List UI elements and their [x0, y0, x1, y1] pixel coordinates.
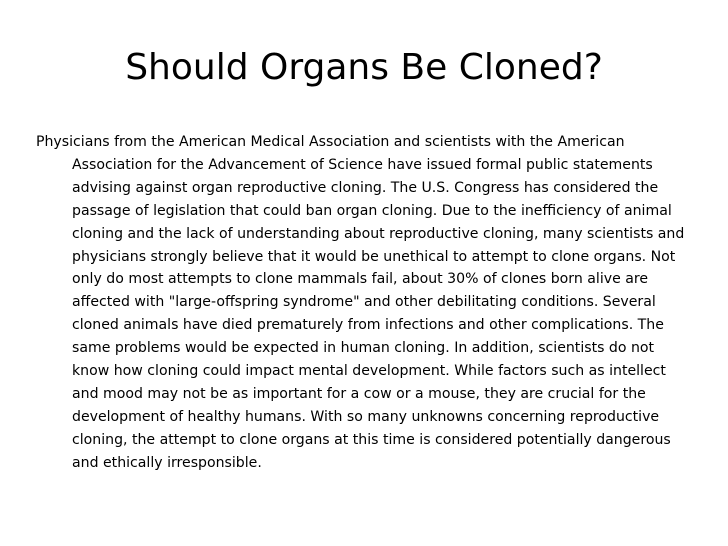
slide-body-text: Physicians from the American Medical Association and scientists with the American Association for the Advancement of Science have issued formal public statements advising against organ reproductive cloning. The U.S. Congress has considered the passage of legislation that could ban organ cloning. Due to the inefficiency of animal cloning and the lack of understanding about reproductive cloning, many scientists and physicians strongly believe that it would be unethical to attempt to clone organs. Not only do most attempts to clone mammals fail, about 30% of clones born alive are affected with "large-offspring syndrome" and other debilitating conditions. Several cloned animals have died prematurely from infections and other complications. The same problems would be expected in human cloning. In addition, scientists do not know how cloning could impact mental development. While factors such as intellect and mood may not be as important for a cow or a mouse, they are crucial for the development of healthy humans. With so many unknowns concerning reproductive cloning, the attempt to clone organs at this time is considered potentially dangerous and ethically irresponsible.	[36, 134, 685, 471]
slide-title: Should Organs Be Cloned?	[125, 47, 603, 88]
